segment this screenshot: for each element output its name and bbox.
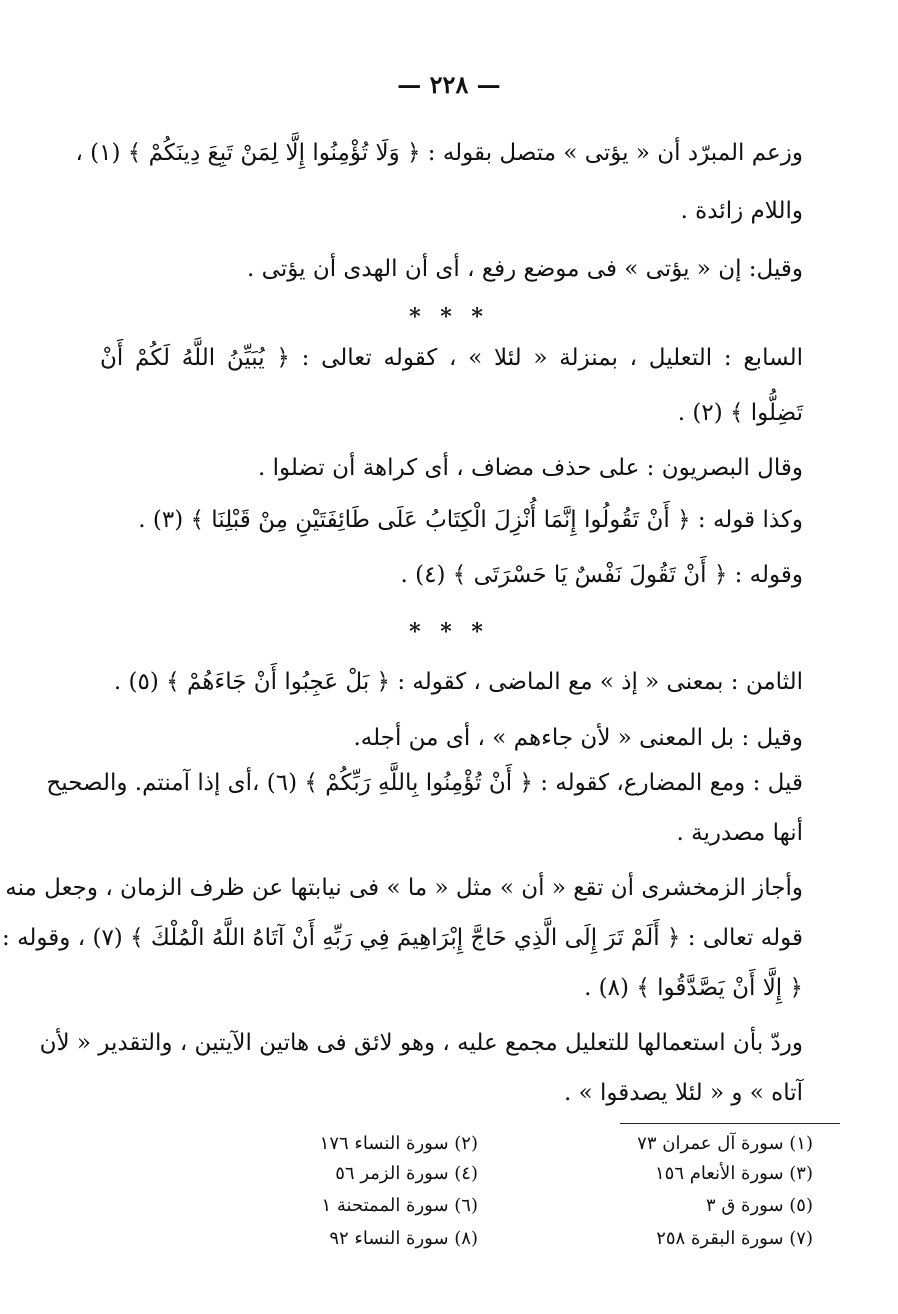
text-line: أنها مصدرية . <box>676 820 803 846</box>
text-line: آتاه » و « لئلا يصدقوا » . <box>563 1080 803 1106</box>
text-line: وقال البصريون : على حذف مضاف ، أى كراهة أن تضلوا . <box>257 455 803 481</box>
footnote: (٣) سورة الأنعام ١٥٦ <box>655 1163 813 1184</box>
footnote: (٤) سورة الزمر ٥٦ <box>335 1163 478 1184</box>
text-line: وقوله : ﴿ أَنْ تَقُولَ نَفْسٌ يَا حَسْرَتَى ﴾ (٤) . <box>400 562 803 588</box>
text-line: ﴿ إِلَّا أَنْ يَصَّدَّقُوا ﴾ (٨) . <box>584 975 803 1001</box>
text-line: وكذا قوله : ﴿ أَنْ تَقُولُوا إِنَّمَا أُنْزِلَ الْكِتَابُ عَلَى طَائِفَتَيْنِ مِنْ قَبْلِنَا ﴾ (٣) . <box>138 507 803 533</box>
text-line: وقيل : بل المعنى « لأن جاءهم » ، أى من أجله. <box>353 725 803 751</box>
text-line: وزعم المبرّد أن « يؤتى » متصل بقوله : ﴿ وَلَا تُؤْمِنُوا إِلَّا لِمَنْ تَبِعَ دِينَكُمْ ﴾ (١) ، <box>75 140 803 166</box>
text-line: تَضِلُّوا ﴾ (٢) . <box>677 400 803 426</box>
footnote: (٥) سورة ق ٣ <box>705 1195 813 1216</box>
section-separator: * * * <box>409 304 489 330</box>
footnote: (٧) سورة البقرة ٢٥٨ <box>656 1228 813 1249</box>
text-line: قوله تعالى : ﴿ أَلَمْ تَرَ إِلَى الَّذِي حَاجَّ إِبْرَاهِيمَ فِي رَبِّهِ أَنْ آتَاهُ اللَّهُ الْمُلْكَ ﴾ (٧) ، وقوله : <box>2 925 803 951</box>
footnote: (٦) سورة الممتحنة ١ <box>321 1195 478 1216</box>
text-line: قيل : ومع المضارع، كقوله : ﴿ أَنْ تُؤْمِنُوا بِاللَّهِ رَبِّكُمْ ﴾ (٦) ،أى إذا آمنتم. والصحيح <box>46 770 803 796</box>
page-number: — ٢٢٨ — <box>397 70 501 99</box>
text-line: وأجاز الزمخشرى أن تقع « أن » مثل « ما » فى نيابتها عن ظرف الزمان ، وجعل منه <box>5 875 803 901</box>
footnote: (٢) سورة النساء ١٧٦ <box>319 1133 478 1154</box>
section-separator: * * * <box>409 619 489 645</box>
text-line: الثامن : بمعنى « إذ » مع الماضى ، كقوله : ﴿ بَلْ عَجِبُوا أَنْ جَاءَهُمْ ﴾ (٥) . <box>113 669 803 695</box>
text-line: السابع : التعليل ، بمنزلة « لئلا » ، كقوله تعالى : ﴿ يُبَيِّنُ اللَّهُ لَكُمْ أَنْ <box>100 345 803 371</box>
text-line: وقيل: إن « يؤتى » فى موضع رفع ، أى أن الهدى أن يؤتى . <box>247 256 803 282</box>
text-line: واللام زائدة . <box>680 198 803 224</box>
footnote: (٨) سورة النساء ٩٢ <box>329 1228 478 1249</box>
footnote: (١) سورة آل عمران ٧٣ <box>637 1133 813 1154</box>
text-line: وردّ بأن استعمالها للتعليل مجمع عليه ، وهو لائق فى هاتين الآيتين ، والتقدير « لأن <box>39 1030 803 1056</box>
footnote-divider <box>620 1123 840 1124</box>
